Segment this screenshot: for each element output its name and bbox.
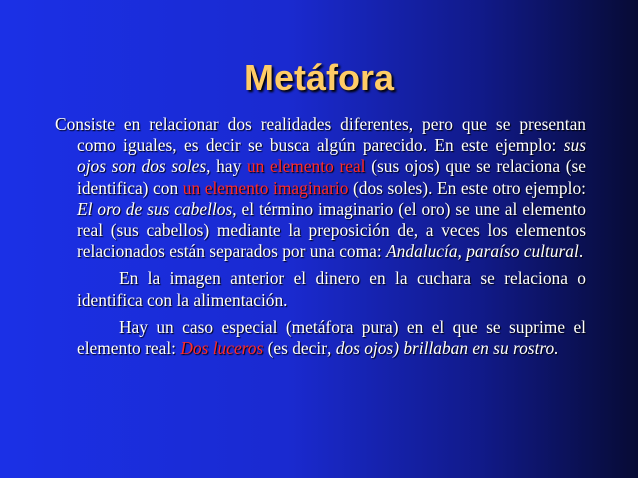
text-span: , hay (206, 156, 247, 177)
text-span: (dos soles). En este otro ejemplo: (348, 177, 586, 198)
example-span: sus ojos son dos soles (77, 135, 586, 177)
example-span: brillaban en su rostro. (398, 338, 559, 359)
highlight-span: un elemento imaginario (182, 177, 349, 198)
highlight-span: Dos luceros (180, 338, 268, 359)
text-span: Consiste en relacionar dos realidades diferentes, pero que se presentan como iguales, es decir se busca algún parecido. En este ejemplo: (55, 114, 586, 156)
text-span: , el término imaginario (el oro) se une al elemento real (sus cabellos) mediante la preposición de, a veces los elementos relacionados están separados por una coma: (77, 198, 586, 262)
paragraph-definition (55, 114, 586, 262)
example-span: El oro de sus cabellos (77, 198, 233, 219)
text-span: (sus ojos) que se relaciona (se identifica) con (77, 156, 587, 198)
example-span: Andalucía, paraíso cultural (386, 241, 579, 262)
highlight-span: un elemento real (246, 156, 366, 177)
paragraph-image-reference: En la imagen anterior el dinero en la cuchara se relaciona o identifica con la alimentación. (77, 268, 586, 310)
text-span: (es decir (267, 338, 327, 359)
slide-body (55, 114, 586, 359)
text-span: Hay un caso especial (metáfora pura) en el que se suprime el elemento real: (77, 316, 586, 359)
paragraph-pure-metaphor (55, 317, 586, 359)
text-span: . (578, 241, 584, 262)
example-span: , dos ojos) (327, 338, 399, 359)
slide-title: Metáfora (243, 57, 395, 98)
